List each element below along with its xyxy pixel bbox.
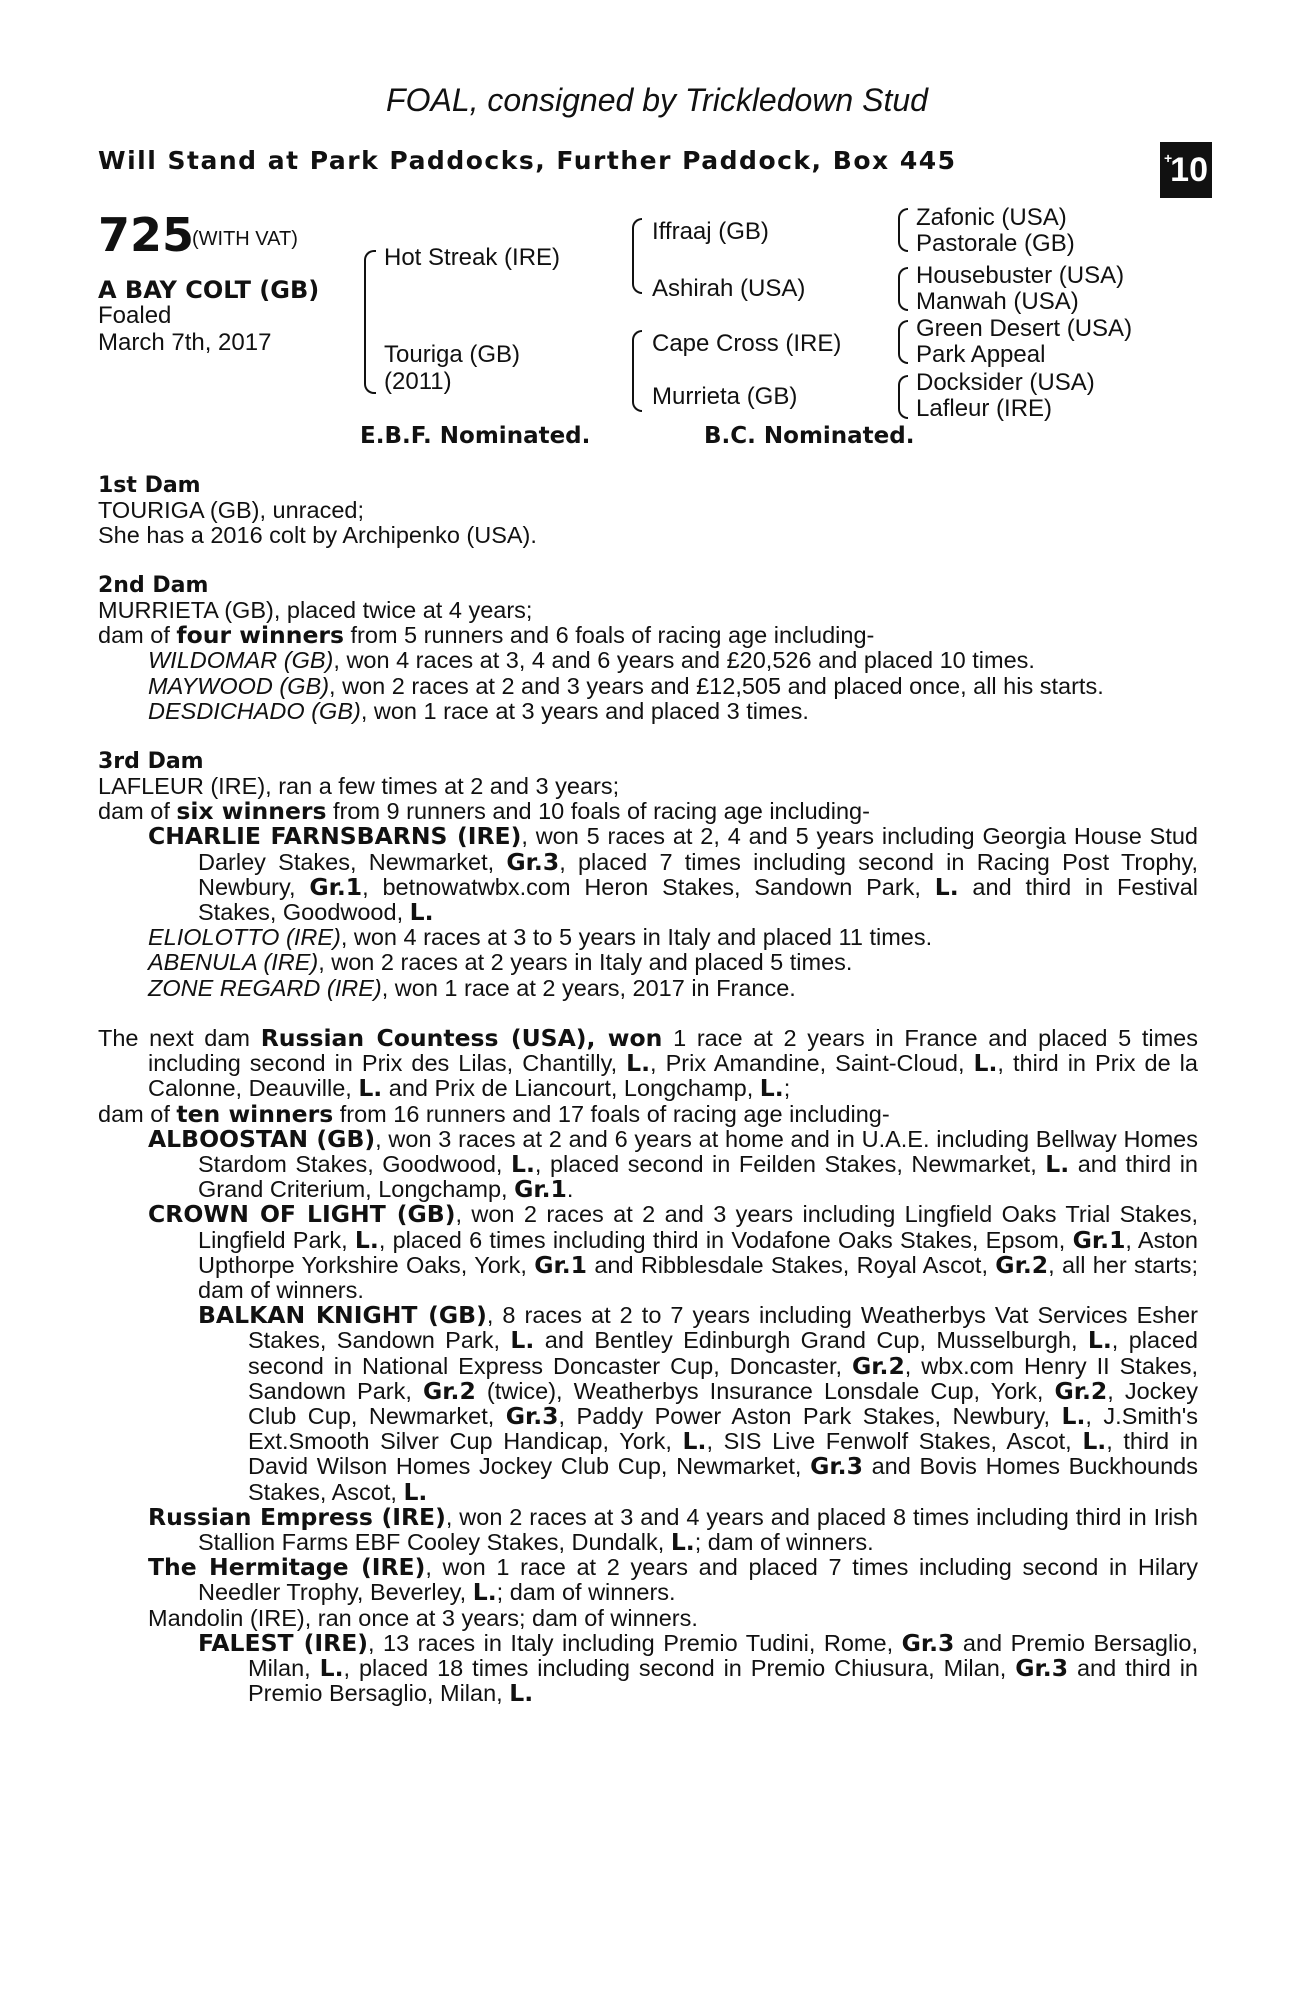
progeny-name: Russian Empress (IRE) bbox=[148, 1502, 446, 1531]
grade-label: Gr.2 bbox=[422, 1376, 476, 1405]
pedigree-sire-dam: Ashirah (USA) bbox=[652, 275, 806, 302]
grade-label: Gr.3 bbox=[901, 1628, 955, 1657]
progeny-name: ZONE REGARD (IRE) bbox=[148, 974, 382, 1001]
bc-nominated: B.C. Nominated. bbox=[704, 423, 915, 449]
second-dam-title: 2nd Dam bbox=[98, 573, 209, 598]
progeny-entry-balkan bbox=[98, 1303, 1198, 1505]
first-dam-section bbox=[98, 473, 1198, 548]
progeny-name: CROWN OF LIGHT (GB) bbox=[148, 1200, 456, 1229]
progeny-line bbox=[98, 648, 1198, 673]
entry-text: ; dam of winners. bbox=[496, 1579, 676, 1606]
entry-text: , won 2 races at 2 and 3 years including Lingfield Oaks Trial Stakes, Lingfield Park, bbox=[198, 1201, 1198, 1253]
listed-label: L. bbox=[358, 1074, 383, 1103]
second-dam-section bbox=[98, 573, 1198, 724]
progeny-entry-mandolin: Mandolin (IRE), ran once at 3 years; dam of winners. bbox=[148, 1604, 698, 1631]
pedigree-brace-2b bbox=[632, 330, 642, 412]
foaled-date: March 7th, 2017 bbox=[98, 329, 272, 356]
pedigree-dss: Green Desert (USA) bbox=[916, 315, 1133, 342]
entry-text: , Prix Amandine, Saint-Cloud, bbox=[650, 1050, 974, 1077]
entry-text: , 8 races at 2 to 7 years including Weatherbys Vat Services Esher Stakes, Sandown Park, bbox=[248, 1302, 1198, 1354]
grade-label: Gr.3 bbox=[810, 1452, 863, 1481]
grade-label: Gr.3 bbox=[505, 1402, 559, 1431]
progeny-text: , won 1 race at 2 years, 2017 in France. bbox=[381, 974, 796, 1001]
pedigree-dam-sire: Cape Cross (IRE) bbox=[652, 330, 842, 357]
grade-label: Gr.1 bbox=[1072, 1225, 1126, 1254]
entry-text: ; bbox=[783, 1075, 791, 1102]
pedigree-sire-sire: Iffraaj (GB) bbox=[652, 218, 769, 245]
listed-label: L. bbox=[354, 1225, 379, 1254]
entry-text: , won 2 races at 3 and 4 years and placed 8 times including third in Irish Stallion Farms EBF Cooley Stakes, Dundalk, bbox=[198, 1503, 1198, 1556]
third-dam-line1: LAFLEUR (IRE), ran a few times at 2 and 3 years; bbox=[98, 773, 620, 799]
entry-text: , Paddy Power Aston Park Stakes, Newbury, bbox=[558, 1403, 1062, 1430]
page-title: FOAL, consigned by Trickledown Stud bbox=[386, 82, 928, 118]
listed-label: L. bbox=[509, 1679, 534, 1708]
pedigree-sire: Hot Streak (IRE) bbox=[384, 244, 561, 271]
first-dam-line2: She has a 2016 colt by Archipenko (USA). bbox=[98, 522, 537, 549]
pedigree-dds: Docksider (USA) bbox=[916, 369, 1095, 396]
entry-text: (twice), Weatherbys Insurance Lonsdale Cup, York, bbox=[475, 1377, 1055, 1404]
listed-label: L. bbox=[472, 1578, 497, 1607]
badge-number: 10 bbox=[1170, 150, 1208, 189]
pedigree-sds: Housebuster (USA) bbox=[916, 262, 1125, 289]
lot-vat: (WITH VAT) bbox=[192, 228, 298, 250]
progeny-line bbox=[98, 699, 1198, 724]
next-dam-name: Russian Countess (USA) bbox=[260, 1024, 587, 1052]
listed-label: L. bbox=[934, 872, 959, 901]
listed-label: L. bbox=[973, 1049, 998, 1078]
listed-label: L. bbox=[510, 1326, 535, 1355]
grade-label: Gr.2 bbox=[995, 1250, 1049, 1279]
listed-label: L. bbox=[1061, 1402, 1086, 1431]
progeny-entry-alboostan bbox=[98, 1124, 1198, 1204]
listed-label: L. bbox=[1082, 1427, 1107, 1456]
grade-label: Gr.3 bbox=[506, 847, 560, 876]
progeny-text: , won 2 races at 2 and 3 years and £12,505 and placed once, all his starts. bbox=[329, 672, 1104, 699]
entry-text: The next dam bbox=[98, 1025, 261, 1051]
entry-text: , 13 races in Italy including Premio Tudini, Rome, bbox=[368, 1629, 902, 1656]
pedigree-dam: Touriga (GB) bbox=[384, 341, 521, 368]
entry-text: and Premio Bersaglio, Milan, bbox=[248, 1629, 1199, 1682]
pedigree-brace-2a bbox=[632, 218, 642, 294]
stand-location: Will Stand at Park Paddocks, Further Paddock, Box 445 bbox=[98, 146, 957, 175]
second-dam-dam-of bbox=[98, 623, 1198, 648]
entry-text: , Aston Upthorpe Yorkshire Oaks, York, bbox=[198, 1226, 1199, 1278]
progeny-name: The Hermitage (IRE) bbox=[148, 1553, 426, 1582]
progeny-entry-hermitage bbox=[98, 1555, 1198, 1605]
dam-of-bold: ten winners bbox=[176, 1099, 334, 1128]
dam-of-bold: six winners bbox=[176, 797, 327, 826]
next-dam-dam-of bbox=[98, 1099, 1198, 1128]
grade-label: Gr.1 bbox=[309, 872, 363, 901]
dam-of-pre: dam of bbox=[98, 1100, 177, 1127]
entry-text: , all her starts; dam of winners. bbox=[198, 1251, 1198, 1304]
entry-text: , placed 6 times including third in Vodafone Oaks Stakes, Epsom, bbox=[378, 1226, 1073, 1253]
listed-label: L. bbox=[319, 1654, 344, 1683]
first-dam-title: 1st Dam bbox=[98, 473, 201, 498]
listed-label: L. bbox=[682, 1427, 707, 1456]
pedigree-dam-dam: Murrieta (GB) bbox=[652, 383, 798, 410]
grade-label: Gr.1 bbox=[514, 1175, 567, 1204]
entry-text: , won 3 races at 2 and 6 years at home and in U.A.E. including Bellway Homes Stardom Stakes, Goodwood, bbox=[198, 1125, 1198, 1178]
progeny-entry-crown bbox=[98, 1202, 1198, 1303]
entry-text: and third in Festival Stakes, Goodwood, bbox=[198, 873, 1198, 926]
pedigree-sss: Zafonic (USA) bbox=[916, 204, 1067, 231]
progeny-name: CHARLIE FARNSBARNS (IRE) bbox=[148, 822, 522, 851]
progeny-line bbox=[98, 950, 1198, 975]
entry-text: , third in David Wilson Homes Jockey Club Cup, Newmarket, bbox=[248, 1428, 1199, 1480]
entry-text: , third in Prix de la Calonne, Deauville, bbox=[148, 1050, 1198, 1102]
progeny-name: ABENULA (IRE) bbox=[148, 949, 319, 976]
progeny-line bbox=[98, 925, 1198, 950]
entry-text: and third in Grand Criterium, Longchamp, bbox=[198, 1151, 1198, 1203]
pedigree-brace-3a bbox=[898, 208, 908, 252]
listed-label: L. bbox=[403, 1477, 428, 1506]
entry-text: , won 1 race at 2 years and placed 7 times including second in Hilary Needler Trophy, Beverley, bbox=[198, 1554, 1198, 1606]
pedigree-ddd: Lafleur (IRE) bbox=[916, 395, 1053, 422]
progeny-text: , won 4 races at 3 to 5 years in Italy and placed 11 times. bbox=[340, 924, 933, 951]
progeny-name: ALBOOSTAN (GB) bbox=[148, 1124, 376, 1153]
ebf-nominated: E.B.F. Nominated. bbox=[360, 423, 591, 449]
entry-text: , placed second in Feilden Stakes, Newmarket, bbox=[534, 1151, 1046, 1178]
pedigree-sdd: Manwah (USA) bbox=[916, 288, 1079, 315]
grade-label: Gr.1 bbox=[534, 1250, 588, 1279]
progeny-entry-charlie bbox=[98, 824, 1198, 925]
progeny-text: , won 2 races at 2 years in Italy and placed 5 times. bbox=[318, 949, 853, 976]
entry-text: and third in Premio Bersaglio, Milan, bbox=[248, 1655, 1198, 1707]
first-dam-line1: TOURIGA (GB), unraced; bbox=[98, 497, 364, 523]
lot-number: 725 bbox=[98, 208, 195, 262]
grade-label: Gr.3 bbox=[1015, 1654, 1069, 1683]
pedigree-dsd: Park Appeal bbox=[916, 341, 1046, 368]
entry-text: , J.Smith's Ext.Smooth Silver Cup Handicap, York, bbox=[248, 1403, 1198, 1455]
entry-text: and Prix de Liancourt, Longchamp, bbox=[382, 1075, 760, 1102]
entry-text: and Ribblesdale Stakes, Royal Ascot, bbox=[587, 1251, 996, 1278]
progeny-name: FALEST (IRE) bbox=[198, 1628, 369, 1657]
progeny-text: , won 4 races at 3, 4 and 6 years and £20,526 and placed 10 times. bbox=[333, 647, 1035, 674]
entry-text: , SIS Live Fenwolf Stakes, Ascot, bbox=[706, 1428, 1083, 1455]
dam-of-pre: dam of bbox=[98, 622, 177, 649]
pedigree-dam-year: (2011) bbox=[384, 368, 452, 395]
progeny-entry-empress bbox=[98, 1502, 1198, 1557]
pedigree-brace-1 bbox=[364, 250, 376, 394]
next-dam-intro bbox=[98, 1026, 1198, 1102]
entry-text: 1 race at 2 years in France and placed 5 times including second in Prix des Lilas, Chantilly, bbox=[148, 1025, 1198, 1077]
grade-label: Gr.2 bbox=[851, 1351, 905, 1380]
dam-of-post: from 16 runners and 17 foals of racing age including- bbox=[333, 1100, 890, 1127]
entry-text: , won bbox=[586, 1024, 663, 1052]
progeny-name: DESDICHADO (GB) bbox=[148, 697, 361, 724]
pedigree-brace-3b bbox=[898, 267, 908, 311]
dam-of-post: from 9 runners and 10 foals of racing age including- bbox=[326, 798, 870, 825]
progeny-name: BALKAN KNIGHT (GB) bbox=[198, 1301, 487, 1330]
entry-text: and Bovis Homes Buckhounds Stakes, Ascot, bbox=[248, 1453, 1199, 1505]
dam-of-pre: dam of bbox=[98, 798, 177, 825]
pedigree-brace-3c bbox=[898, 320, 908, 364]
entry-text: . bbox=[566, 1176, 574, 1203]
pedigree-ssd: Pastorale (GB) bbox=[916, 230, 1075, 257]
second-dam-line1: MURRIETA (GB), placed twice at 4 years; bbox=[98, 597, 533, 623]
listed-label: L. bbox=[759, 1074, 784, 1103]
listed-label: L. bbox=[1087, 1326, 1112, 1355]
lot-description: A BAY COLT (GB) bbox=[98, 276, 320, 304]
grade-label: Gr.2 bbox=[1054, 1376, 1108, 1405]
progeny-name: WILDOMAR (GB) bbox=[148, 647, 334, 674]
entry-text: , placed 7 times including second in Racing Post Trophy, Newbury, bbox=[198, 848, 1198, 900]
listed-label: L. bbox=[1045, 1150, 1070, 1179]
entry-text: ; dam of winners. bbox=[694, 1529, 874, 1556]
foaled-label: Foaled bbox=[98, 302, 172, 329]
listed-label: L. bbox=[670, 1528, 695, 1557]
entry-text: , won 5 races at 2, 4 and 5 years including Georgia House Stud Darley Stakes, Newmarket, bbox=[198, 823, 1198, 875]
entry-text: , wbx.com Henry II Stakes, Sandown Park, bbox=[248, 1352, 1198, 1404]
listed-label: L. bbox=[409, 898, 434, 927]
pedigree-brace-3d bbox=[898, 375, 908, 419]
listed-label: L. bbox=[510, 1150, 535, 1179]
entry-text: , Jockey Club Cup, Newmarket, bbox=[248, 1377, 1199, 1430]
entry-text: , placed 18 times including second in Premio Chiusura, Milan, bbox=[343, 1655, 1016, 1682]
third-dam-section bbox=[98, 749, 1198, 1001]
dam-of-post: from 5 runners and 6 foals of racing age including- bbox=[344, 622, 875, 649]
dam-of-bold: four winners bbox=[176, 621, 344, 650]
listed-label: L. bbox=[626, 1049, 651, 1078]
progeny-line bbox=[98, 674, 1198, 699]
third-dam-dam-of bbox=[98, 799, 1198, 824]
badge-plus: + bbox=[1163, 150, 1173, 166]
progeny-line bbox=[98, 976, 1198, 1001]
entry-text: , placed second in National Express Doncaster Cup, Doncaster, bbox=[248, 1327, 1198, 1379]
progeny-name: ELIOLOTTO (IRE) bbox=[148, 924, 341, 951]
progeny-name: MAYWOOD (GB) bbox=[148, 672, 330, 699]
progeny-text: , won 1 race at 3 years and placed 3 times. bbox=[360, 697, 809, 724]
progeny-entry-falest bbox=[98, 1628, 1199, 1708]
next-dam-section bbox=[98, 1026, 1198, 1706]
entry-text: , betnowatwbx.com Heron Stakes, Sandown Park, bbox=[362, 873, 935, 900]
third-dam-title: 3rd Dam bbox=[98, 749, 204, 774]
entry-text: and Bentley Edinburgh Grand Cup, Musselburgh, bbox=[534, 1327, 1088, 1354]
lot-badge bbox=[1160, 142, 1212, 198]
